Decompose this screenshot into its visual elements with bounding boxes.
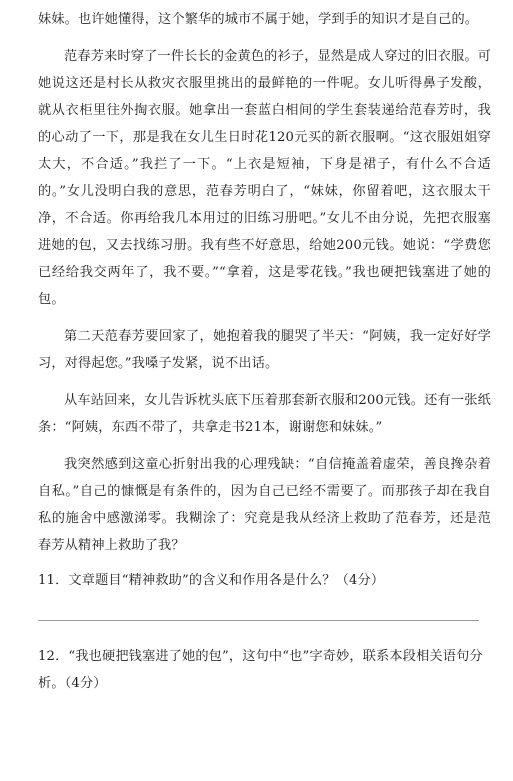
passage-paragraph-4: 从车站回来，女儿告诉枕头底下压着那套新衣服和200元钱。还有一张纸条：“阿姨，东西不带了，共拿走书21本，谢谢您和妹妹。” [38, 393, 491, 435]
answer-line [38, 620, 479, 621]
question-11: 11．文章题目“精神救助”的含义和作用各是什么？（4分） [38, 573, 385, 588]
passage-paragraph-3: 第二天范春芳要回家了，她抱着我的腿哭了半天：“阿姨，我一定好好学习，对得起您。”我嗓子发紧，说不出话。 [38, 329, 491, 371]
passage-paragraph-2: 范春芳来时穿了一件长长的金黄色的衫子，显然是成人穿过的旧衣服。可她说这还是村长从救灾衣服里挑出的最鲜艳的一件呢。女儿听得鼻子发酸，就从衣柜里往外掏衣服。她拿出一套蓝白相间的学生套装递给范春芳时，我的心动了一下，那是我在女儿生日时花120元买的新衣服啊。“这衣服姐姐穿太大，不合适。”我拦了一下。“上衣是短袖，下身是裙子，有什么不合适的。”女儿没明白我的意思，范春芳明白了，“妹妹，你留着吧，这衣服太干净，不合适。你再给我几本用过的旧练习册吧。”女儿不由分说，先把衣服塞进她的包，又去找练习册。我有些不好意思，给她200元钱。她说：“学费您已经给我交两年了，我不要。”“拿着，这是零花钱。”我也硬把钱塞进了她的包。 [38, 49, 491, 307]
passage-paragraph-5: 我突然感到这童心折射出我的心理残缺：“自信掩盖着虚荣，善良搀杂着自私。”自己的慷慨是有条件的，因为自己已经不需要了。而那孩子却在我自私的施舍中感激涕零。我糊涂了：究竟是我从经济上救助了范春芳，还是范春芳从精神上救助了我？ [38, 457, 491, 553]
question-12: 12．“我也硬把钱塞进了她的包”，这句中“也”字奇妙，联系本段相关语句分析。（4分） [38, 649, 483, 691]
passage-paragraph-1: 妹妹。也许她懂得，这个繁华的城市不属于她，学到手的知识才是自己的。 [38, 12, 479, 27]
